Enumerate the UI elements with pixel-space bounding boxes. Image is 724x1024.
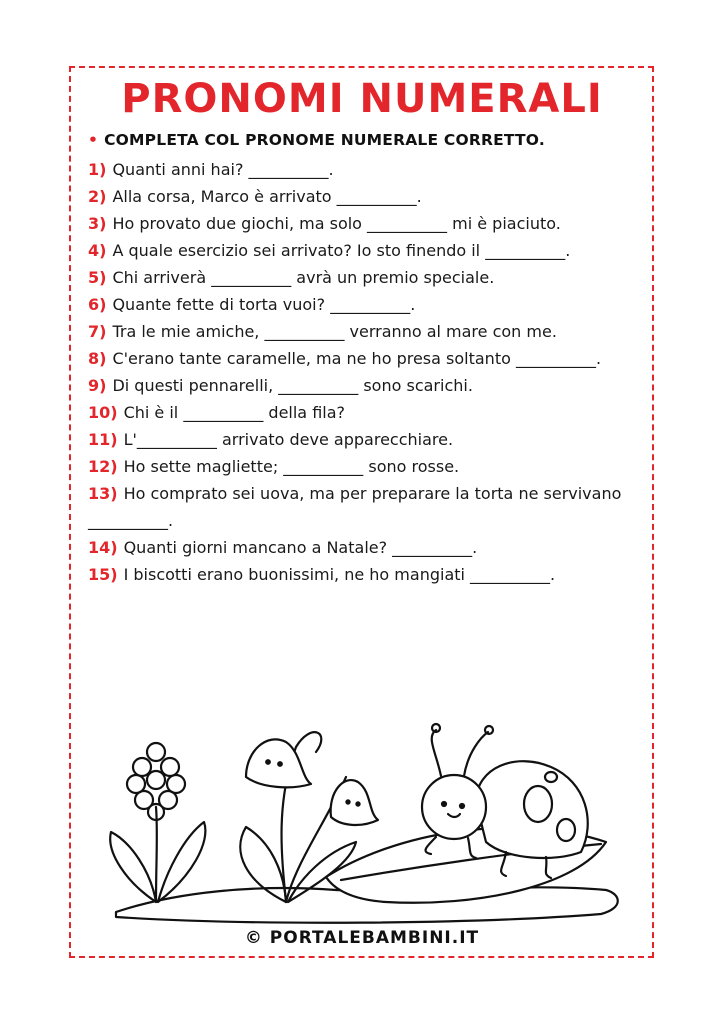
exercise-number: 15) [88,565,118,584]
flowers-ladybug-illustration [96,712,630,927]
exercise-text: Ho provato due giochi, ma solo __________ mi è piaciuto. [112,214,561,233]
instruction-text: COMPLETA COL PRONOME NUMERALE CORRETTO. [104,131,545,149]
exercise-number: 11) [88,430,118,449]
exercise-text: Ho sette magliette; __________ sono rosse. [123,457,460,476]
exercise-text: Quanti giorni mancano a Natale? __________. [123,538,478,557]
exercise-number: 3) [88,214,107,233]
exercise-number: 6) [88,295,107,314]
exercise-item [88,318,636,345]
exercise-item [88,210,636,237]
exercise-item [88,264,636,291]
exercise-text: Quante fette di torta vuoi? __________. [112,295,416,314]
exercise-text: A quale esercizio sei arrivato? Io sto finendo il __________. [112,241,571,260]
exercise-number: 7) [88,322,107,341]
exercise-number: 9) [88,376,107,395]
exercise-number: 13) [88,484,118,503]
exercise-number: 5) [88,268,107,287]
exercise-list [88,156,636,588]
exercise-number: 14) [88,538,118,557]
exercise-number: 4) [88,241,107,260]
exercise-text: Di questi pennarelli, __________ sono scarichi. [112,376,473,395]
exercise-item [88,372,636,399]
exercise-item [88,480,636,534]
bullet-icon: • [88,131,99,149]
exercise-item [88,561,636,588]
exercise-item [88,291,636,318]
exercise-text: Chi è il __________ della fila? [123,403,346,422]
exercise-text: I biscotti erano buonissimi, ne ho mangiati __________. [123,565,556,584]
exercise-item [88,345,636,372]
exercise-text: L'__________ arrivato deve apparecchiare. [123,430,454,449]
exercise-text: Ho comprato sei uova, ma per preparare la torta ne servivano __________. [88,484,622,530]
exercise-item [88,426,636,453]
exercise-number: 2) [88,187,107,206]
exercise-text: C'erano tante caramelle, ma ne ho presa soltanto __________. [112,349,602,368]
exercise-text: Alla corsa, Marco è arrivato __________. [112,187,422,206]
exercise-item [88,399,636,426]
exercise-item [88,453,636,480]
exercise-text: Chi arriverà __________ avrà un premio speciale. [112,268,495,287]
exercise-number: 8) [88,349,107,368]
exercise-text: Tra le mie amiche, __________ verranno al mare con me. [112,322,557,341]
exercise-item [88,237,636,264]
exercise-item [88,534,636,561]
exercise-number: 12) [88,457,118,476]
worksheet-title: PRONOMI NUMERALI [121,76,603,122]
exercise-text: Quanti anni hai? __________. [112,160,334,179]
exercise-number: 1) [88,160,107,179]
instruction-line [88,131,545,149]
exercise-item [88,156,636,183]
hyacinth-flower [110,743,205,902]
exercise-item [88,183,636,210]
exercise-number: 10) [88,403,118,422]
copyright-footer: © PORTALEBAMBINI.IT [244,928,480,948]
